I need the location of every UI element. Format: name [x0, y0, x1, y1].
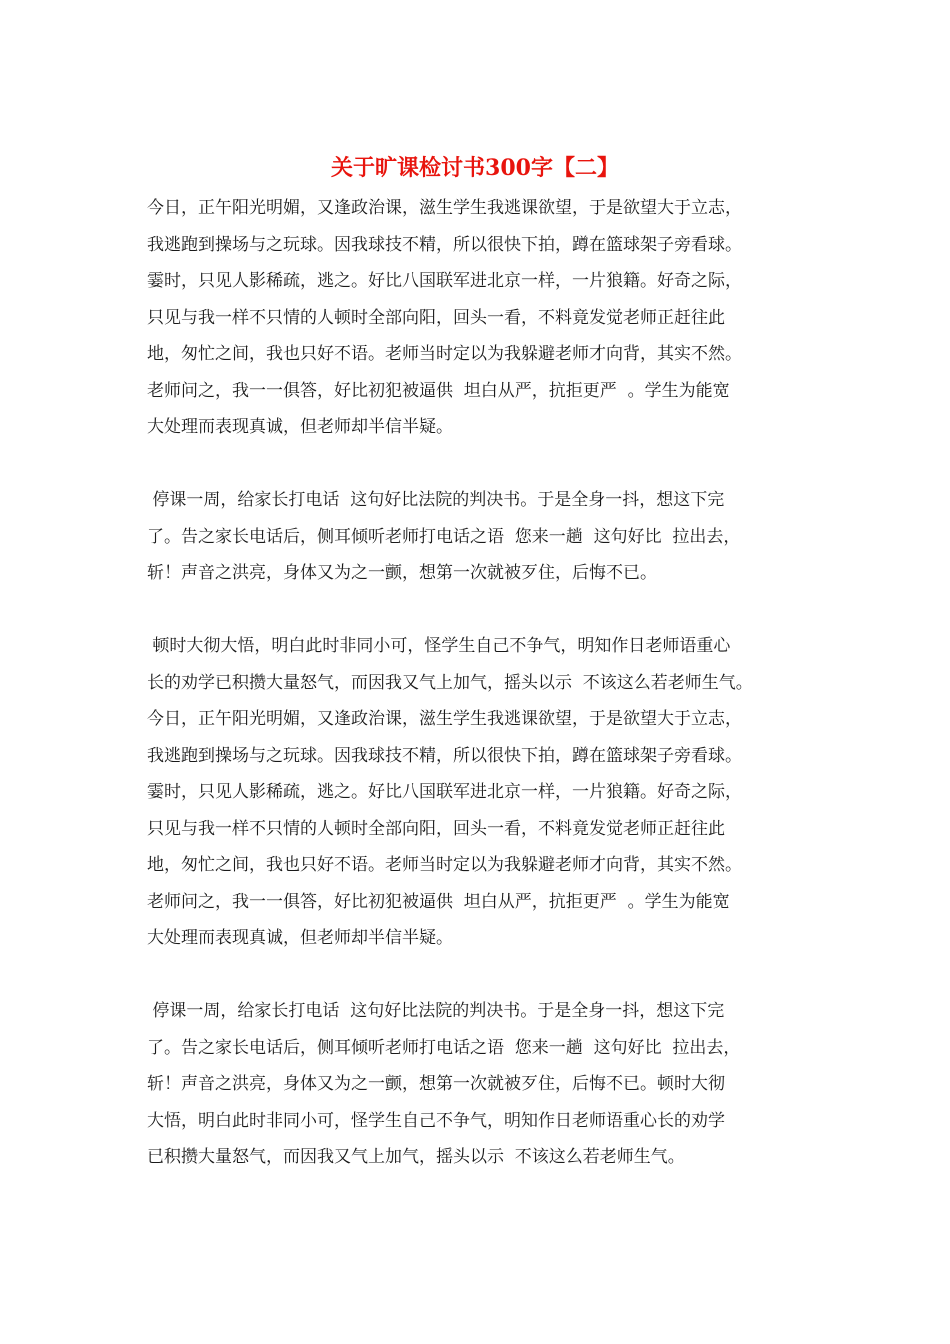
paragraph-2: [147, 482, 817, 592]
text-line: 我逃跑到操场与之玩球。因我球技不精，所以很快下拍，蹲在篮球架子旁看球。: [147, 234, 742, 255]
text-line: 大悟，明白此时非同小可，怪学生自己不争气，明知作日老师语重心长的劝学: [147, 1110, 725, 1131]
text-line: 长的劝学已积攒大量怒气，而因我又气上加气，摇头以示 不该这么若老师生气。: [147, 672, 753, 693]
paragraph-gap: [147, 446, 817, 483]
text-line: 斩！声音之洪亮，身体又为之一颤，想第一次就被歹住，后悔不已。顿时大彻: [147, 1074, 725, 1094]
text-line: 只见与我一样不只情的人顿时全部向阳，回头一看，不料竟发觉老师正赶往此: [147, 307, 725, 328]
text-line: 了。告之家长电话后，侧耳倾听老师打电话之语 您来一趟 这句好比 拉出去，: [147, 526, 741, 547]
text-line: 今日，正午阳光明媚，又逢政治课，滋生学生我逃课欲望，于是欲望大于立志，: [147, 709, 742, 729]
paragraph-gap: [147, 957, 817, 994]
text-line: 停课一周，给家长打电话 这句好比法院的判决书。于是全身一抖，想这下完: [147, 1001, 725, 1021]
paragraph-4: [147, 993, 817, 1176]
text-line: 地，匆忙之间，我也只好不语。老师当时定以为我躲避老师才向背，其实不然。: [147, 344, 742, 364]
text-line: 霎时，只见人影稀疏，逃之。好比八国联军进北京一样，一片狼籍。好奇之际，: [147, 782, 742, 802]
text-line: 已积攒大量怒气，而因我又气上加气，摇头以示 不该这么若老师生气。: [147, 1147, 685, 1167]
text-line: 停课一周，给家长打电话 这句好比法院的判决书。于是全身一抖，想这下完: [147, 490, 725, 510]
text-line: 老师问之，我一一俱答，好比初犯被逼供 坦白从严，抗拒更严 。学生为能宽: [147, 891, 730, 912]
text-line: 顿时大彻大悟，明白此时非同小可，怪学生自己不争气，明知作日老师语重心: [147, 636, 731, 656]
paragraph-1: [147, 190, 817, 446]
text-line: 老师问之，我一一俱答，好比初犯被逼供 坦白从严，抗拒更严 。学生为能宽: [147, 380, 730, 401]
document-title: 关于旷课检讨书300字【二】: [331, 155, 619, 181]
text-line: 霎时，只见人影稀疏，逃之。好比八国联军进北京一样，一片狼籍。好奇之际，: [147, 271, 742, 291]
text-line: 斩！声音之洪亮，身体又为之一颤，想第一次就被歹住，后悔不已。: [147, 563, 657, 583]
text-line: 地，匆忙之间，我也只好不语。老师当时定以为我躲避老师才向背，其实不然。: [147, 855, 742, 875]
document-body: [147, 190, 817, 1176]
text-line: 了。告之家长电话后，侧耳倾听老师打电话之语 您来一趟 这句好比 拉出去，: [147, 1037, 741, 1058]
text-line: 大处理而表现真诚，但老师却半信半疑。: [147, 417, 453, 437]
paragraph-3: [147, 628, 817, 957]
text-line: 只见与我一样不只情的人顿时全部向阳，回头一看，不料竟发觉老师正赶往此: [147, 818, 725, 839]
paragraph-gap: [147, 592, 817, 629]
text-line: 今日，正午阳光明媚，又逢政治课，滋生学生我逃课欲望，于是欲望大于立志，: [147, 198, 742, 218]
text-line: 我逃跑到操场与之玩球。因我球技不精，所以很快下拍，蹲在篮球架子旁看球。: [147, 745, 742, 766]
text-line: 大处理而表现真诚，但老师却半信半疑。: [147, 928, 453, 948]
